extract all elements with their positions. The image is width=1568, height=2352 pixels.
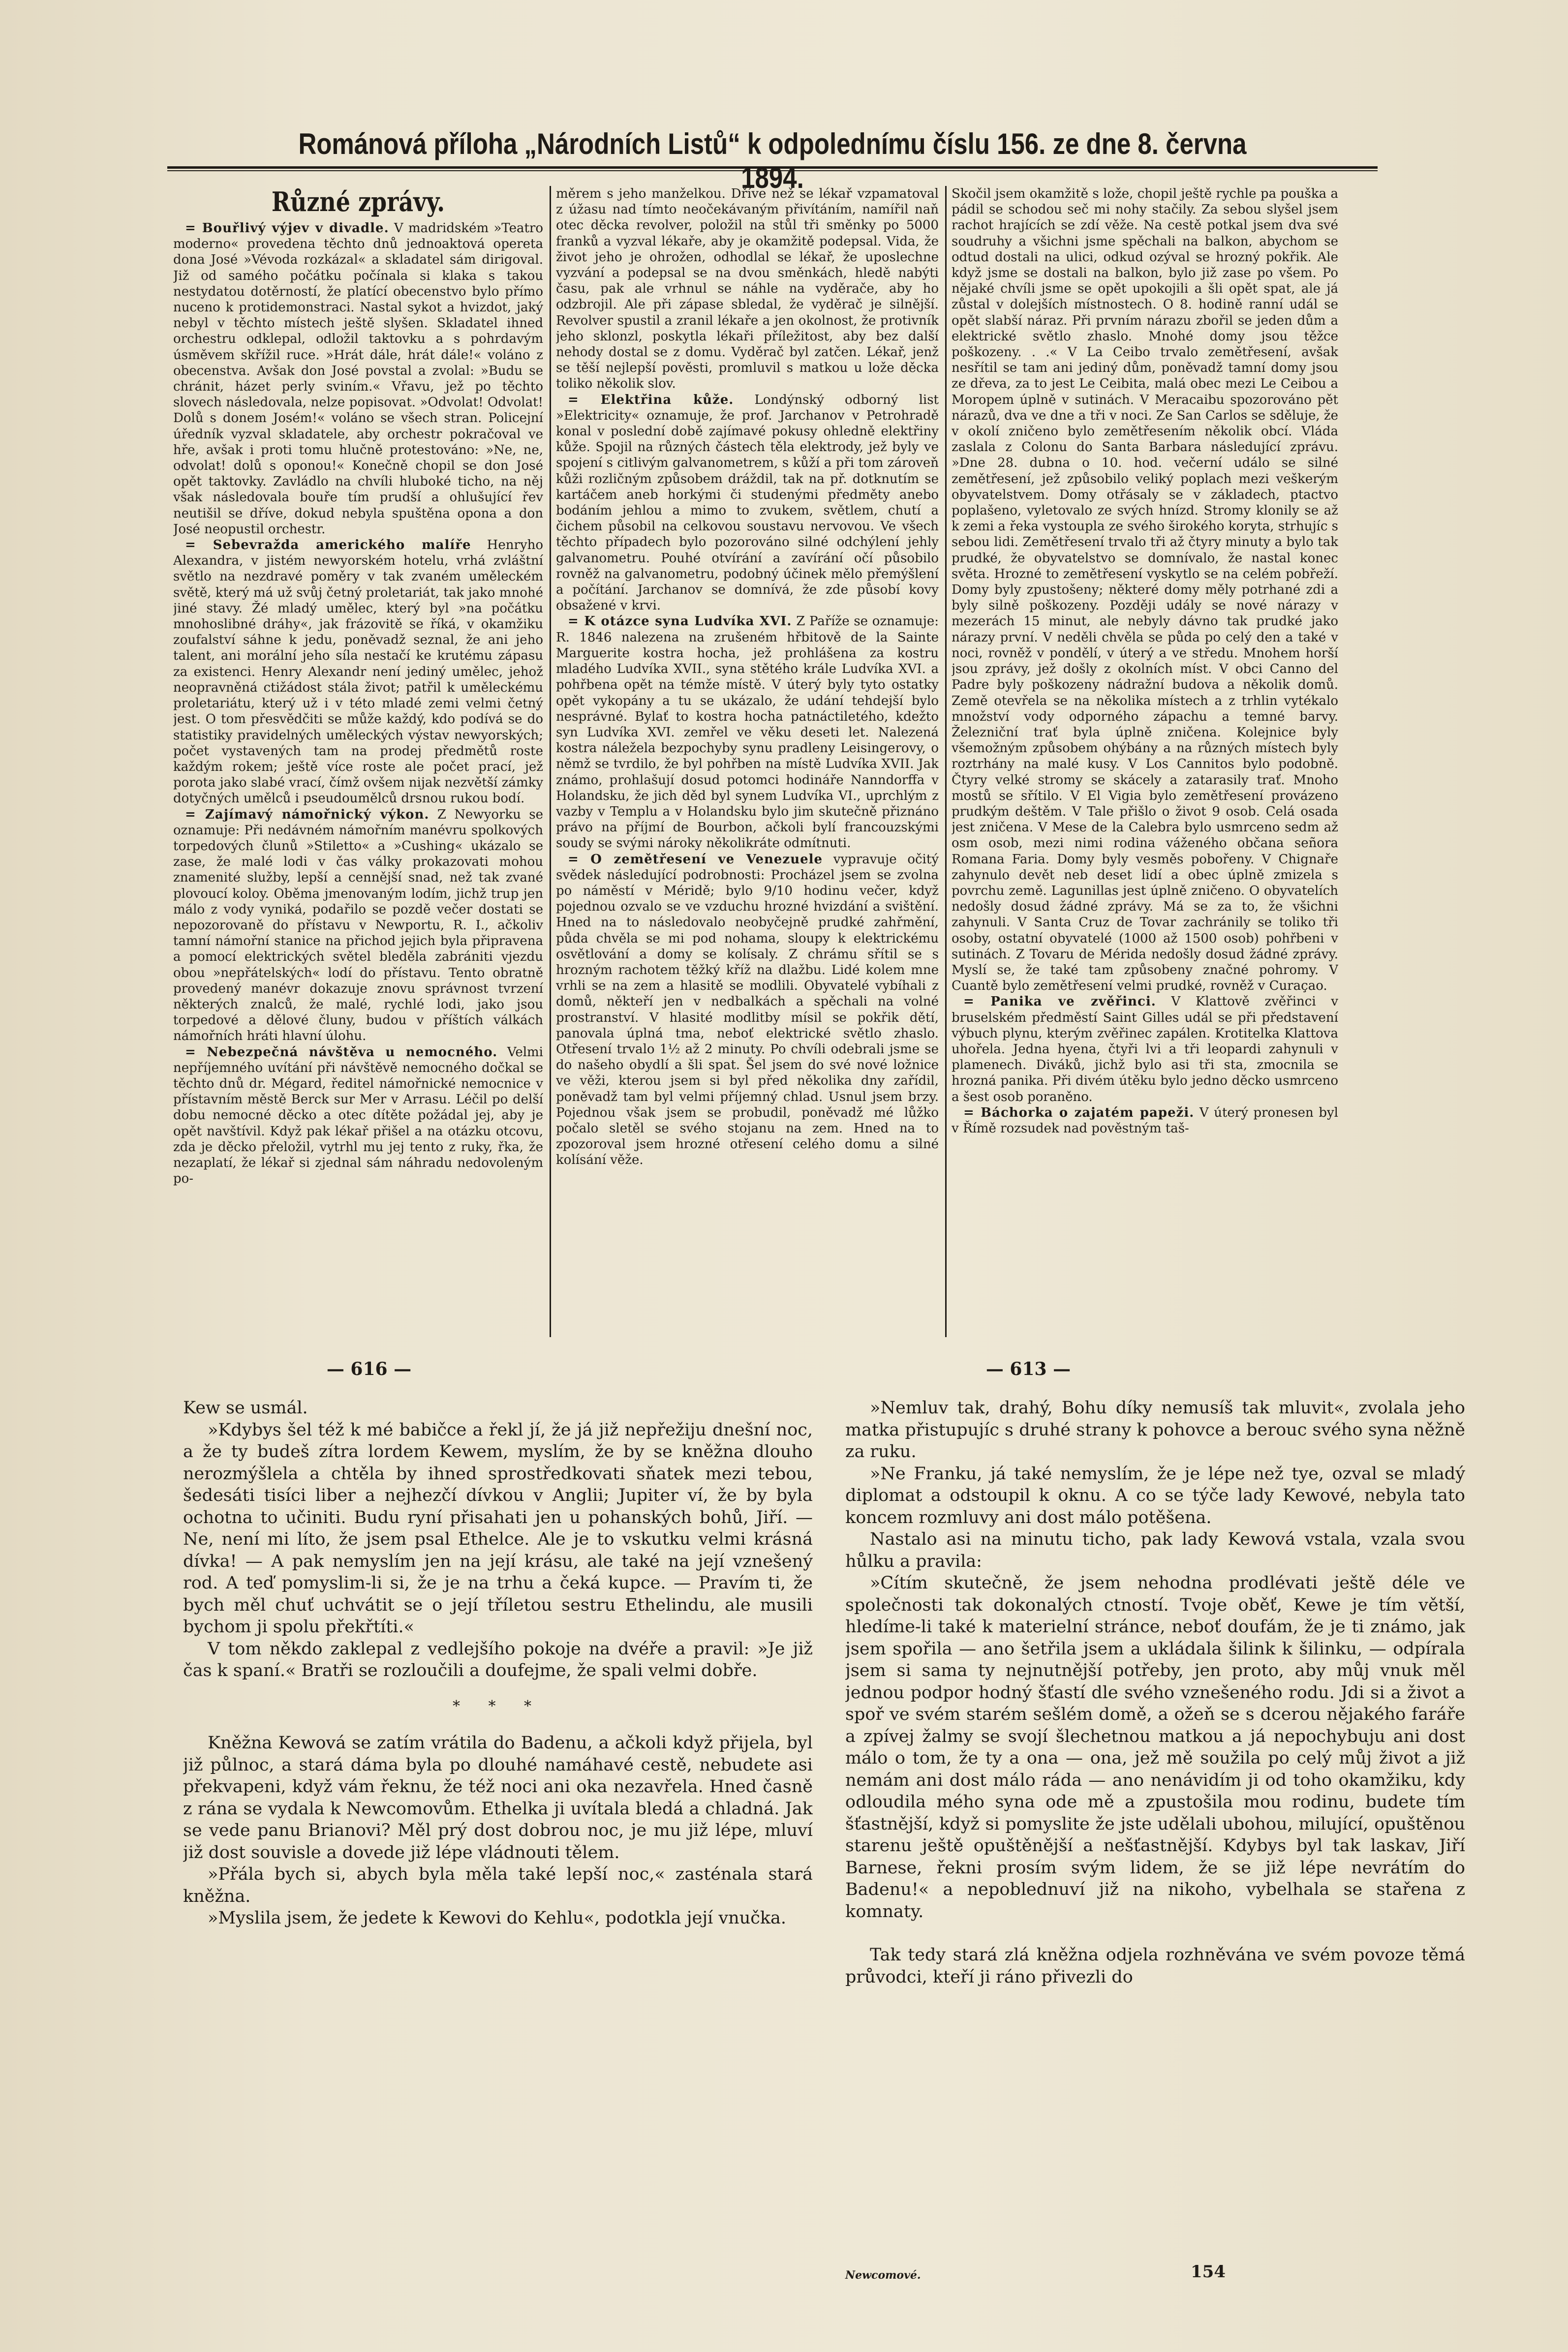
column-divider-1 <box>550 186 551 1337</box>
news-paragraph <box>556 392 939 614</box>
header-rule-top <box>167 166 1378 169</box>
news-paragraph <box>173 220 543 537</box>
news-paragraph <box>173 1044 543 1187</box>
news-heading: = Bouřlivý výjev v divadle. <box>185 221 389 236</box>
news-text: měrem s jeho manželkou. Dříve než se lékař vzpamatoval z úžasu nad tímto neočekávaným přivítáním, namířil naň otec děcka revolver, položil na stůl tři směnky po 5000 franků a vyzval lékaře, aby je okamžitě podepsal. Vida, že život jeho je ohrožen, odhodlal se lékař, že uposlechne vyzvání a podepsal se na dvou směnkách, hledě nabýti času, pak ale vrhnul se náhle na vyděrače, aby ho odzbrojil. Ale při zápase sbledal, že vyděrač je silnější. Revolver spustil a zranil lékaře a jen okolnost, že protivník jeho sklonzl, poskytla lékaři příležitost, aby bez další nehody dostal se z domu. Vyděrač byl zatčen. Lékař, jenž se těší nejlepší pověsti, promluvil s matkou u lože děcka toliko několik slov. <box>556 186 939 392</box>
section-title: Různé zprávy. <box>271 186 445 217</box>
news-text: V Klattově zvěřinci v bruselském předměstí Saint Gilles udál se při představení výbuch plynu, kterým zvěřinec zapálen. Krotitelka Klattova uhořela. Jedna hyena, čtyři lvi a tři leopardi zahynuli v plamenech. Diváků, jichž bylo asi tři sta, zmocnila se hrozná panika. Při divém útěku bylo jedno děcko usmrceno a šest osob poraněno. <box>952 994 1338 1104</box>
news-text: Henryho Alexandra, v jistém newyorském hotelu, vrhá zvláštní světlo na nezdravé poměry v tak zvaném uměleckém světě, který má už svůj četný proletariát, tak jako mnohé jiné stavy. Žé mladý umělec, který byl »na počátku mnohoslibné dráhy«, jak frázovitě se říká, v okamžiku zoufalství sáhne k jedu, poněvadž seznal, že ani jeho talent, ani morální jeho síla nestačí ke krutému zápasu za existenci. Henry Alexandr není jediný umělec, jehož neopravněná ctižádost stála život; patřil k uměleckému proletariátu, který už i v této mladé zemi velmi četný jest. O tom přesvědčiti se může každý, kdo podívá se do statistiky pravidelných uměleckých výstav newyorských; počet vystavených tam na prodej předmětů roste každým rokem; ještě více roste ale počet prací, jež porota jako slabé vrací, čímž ovšem nijak nezvětší zámky dotyčných umělců i pseudoumělců drsnou rukou bodí. <box>173 538 543 806</box>
news-paragraph <box>952 994 1338 1104</box>
news-text: Londýnský odborný list »Elektricity« oznamuje, že prof. Jarchanov v Petrohradě konal v poslední době zajímavé pokusy ohledně elektřiny kůže. Spojil na různých částech těla elektrody, jež byly ve spojení s citlivým galvanometrem, s kůží a při tom zároveň kůži rozličným způsobem dráždil, tak na př. dotknutím se kartáčem aneb horkými či studenými předměty anebo bodáním jehlou a mimo to zvukem, světlem, chutí a čichem působil na celkovou soustavu nervovou. Ve všech těchto případech bylo pozorováno silné odchýlení jehly galvanometru. Pouhé otvírání a zavírání očí působilo rovněž na galvanometru, podobný účinek mělo přemýšlení a počítání. Jarchanov se domnívá, že zde působí kovy obsažené v krvi. <box>556 392 939 613</box>
news-column-3 <box>952 186 1338 1337</box>
news-column-1 <box>173 186 543 1337</box>
story-column-right <box>845 1397 1465 2268</box>
story-paragraph: »Nemluv tak, drahý, Bohu díky nemusíš tak mluvit«, zvolala jeho matka přistupujíc s druhé strany k pohovce a berouc svého syna něžně za ruku. <box>845 1398 1465 1462</box>
story-paragraph: »Myslila jsem, že jedete k Kewovi do Kehlu«, podotkla její vnučka. <box>208 1908 787 1928</box>
news-heading: = Panika ve zvěřinci. <box>963 994 1156 1009</box>
news-paragraph <box>556 186 939 392</box>
story-paragraph: »Přála bych si, abych byla měla také lepší noc,« zasténala stará kněžna. <box>183 1864 813 1906</box>
story-paragraph: Nastalo asi na minutu ticho, pak lady Kewová vstala, vzala svou hůlku a pravila: <box>845 1529 1465 1571</box>
news-heading: = Nebezpečná návštěva u nemocného. <box>185 1044 498 1060</box>
news-heading: = O zemětřesení ve Venezuele <box>568 852 823 867</box>
story-paragraph: »Ne Franku, já také nemyslím, že je lépe než tye, ozval se mladý diplomat a odstoupil k oknu. A co se týče lady Kewové, nebyla tato koncem rozmluvy ani dost málo potěšena. <box>845 1464 1465 1527</box>
news-paragraph <box>173 807 543 1044</box>
story-paragraph: »Kdybys šel též k mé babičce a řekl jí, že já již nepřežiju dnešní noc, a že ty budeš zítra lordem Kewem, myslím, že by se kněžna dlouho nerozmýšlela a chtěla by ihned sprostředkovati sňatek mezi tebou, šedesáti tisíci liber a nejhezčí dívkou v Anglii; Jupiter ví, že by byla ochotna to učiniti. Budu ryní přisahati jen u pohanských bohů, Jiří. — Ne, není mi líto, že jsem psal Ethelce. Ale je to vskutku velmi krásná dívka! — A pak nemyslím jen na její krásu, ale také na její vznešený rod. A teď pomyslim-li si, že je na trhu a čeká kupce. — Pravím ti, že bych měl chuť uchvátit se o její tříletou sestru Ethelindu, ale musili bychom ji spolu překřtíti.« <box>183 1420 813 1637</box>
header-rule-bottom <box>167 170 1378 171</box>
news-text: Skočil jsem okamžitě s lože, chopil ještě rychle pa pouška a pádil se schodou seč mi nohy stačily. Za sebou slyšel jsem rachot hrajících se zdí věže. Na cestě potkal jsem dva své soudruhy a všichni jsme spěchali na balkon, abychom se odtud dostali na ulici, odkud ozýval se hrozný pokřik. Ale když jsme se dostali na balkon, bylo již zase po všem. Po nějaké chvíli jsme se opět upokojili a šli opět spat, ale já zůstal v dolejších místnostech. O 8. hodině ranní udál se opět slabší náraz. Při prvním nárazu zbořil se jeden dům a elektrické světlo zhaslo. Mnohé domy jsou těžce poškozeny. . .« V La Ceibo trvalo zemětřesení, avšak nesřítil se tam ani jediný dům, poněvadž tamní domy jsou ze dřeva, za to jest Le Ceibita, malá obec mezi Le Ceibou a Moropem úplně v sutinách. V Meracaibu spozorováno pět nárazů, dva ve dne a tři v noci. Ze San Carlos se sděluje, že v okolí zničeno bylo zemětřesením několik obcí. Vláda zaslala z Colonu do Santa Barbara následující zprávu. »Dne 28. dubna o 10. hod. večerní událo se silné zemětřesení, jež způsobilo veliký poplach mezi veškerým obyvatelstvem. Domy otřásaly se v základech, ptactvo poplašeno, vyletovalo ze svých hnízd. Stromy klonily se až k zemi a řeka vystoupla ze svého širokého koryta, strhujíc s sebou lidi. Zemětřesení trvalo tři až čtyry minuty a bylo tak prudké, že obyvatelstvo se domnívalo, že nastal konec světa. Hrozné to zemětřesení vyskytlo se na celém pobřeží. Domy byly zpustošeny; některé domy měly potrhané zdi a byly silně poškozeny. Později udály se nové nárazy v mezerách 15 minut, ale nebyly dávno tak prudké jako nárazy první. V neděli chvěla se půda po celý den a také v noci, rovněž v pondělí, v úterý a ve středu. Mnohem horší jsou zprávy, jež došly z okolních míst. V obci Canno del Padre byly poškozeny nádražní budova a několik domů. Země otevřela se na několika místech a z trhlin vytékalo množství vody odporného zápachu a temné barvy. Železniční trať byla úplně zničena. Kolejnice byly všemožným způsobem ohýbány a na různých místech byly roztrhány na malé kusy. V Los Cannitos bylo podobně. Čtyry velké stromy se skácely a zatarasily trať. Mnoho mostů se sřítilo. V El Vigia bylo zemětřesení provázeno prudkým deštěm. V Tale přišlo o život 9 osob. Celá osada jest zničena. V Mese de la Calebra bylo usmrceno sedm až osm osob, mezi nimi rodina váženého občana señora Romana Faria. Domy byly vesměs pobořeny. V Chignaře zahynulo devět neb deset lidí a obec úplně zmizela s povrchu země. Lagunillas jest úplně zničeno. O obyvatelích nedošly dosud žádné zprávy. Má se za to, že všichni zahynuli. V Santa Cruz de Tovar zachránily se toliko tři osoby, ostatní obyvatelé (1000 až 1500 osob) pohřbeni v sutinách. Z Tovaru de Mérida nedošly dosud žádné zprávy. Myslí se, že také tam způsobeny značné pohromy. V Cuantě bylo zemětřesení velmi prudké, rovněž v Curaçao. <box>952 186 1338 994</box>
story-column-left <box>183 1397 813 2292</box>
news-text: V madridském »Teatro moderno« provedena těchto dnů jednoaktová opereta dona José »Vévoda rozkázal« a skladatel sám dirigoval. Již od samého počátku počínala si klaka s takou nestydatou dotěrností, že platící obecenstvo bylo přímo nuceno k protidemonstraci. Nastal sykot a hvizdot, jaký nebyl v těchto místech ještě slyšen. Skladatel ihned orchestru odklepal, odložil taktovku a s pohrdavým úsměvem skřížil ruce. »Hrát dále, hrát dále!« voláno z obecenstva. Avšak don José povstal a zvolal: »Budu se chránit, házet perly sviním.« Vřavu, jež po těchto slovech následovala, nelze popisovat. »Odvolat! Odvolat! Dolů s donem Josém!« voláno se všech stran. Policejní úředník vyzval skladatele, aby orchestr pokračoval ve hře, avšak i proti tomu hlučně protestováno: »Ne, ne, odvolat! dolů s oponou!« Konečně chopil se don José opět taktovky. Zavládlo na chvíli hluboké ticho, na něj však následovala bouře tím prudší a ohlušující řev neutišil se dříve, dokud nebyla spuštěna opona a don José neopustil orchestr. <box>173 221 543 537</box>
news-column-2 <box>556 186 939 1337</box>
footer-number: 154 <box>1191 2262 1226 2282</box>
news-paragraph <box>952 186 1338 994</box>
news-paragraph <box>556 613 939 851</box>
news-paragraph <box>952 1105 1338 1136</box>
paragraph-gap <box>845 1923 1465 1944</box>
column-divider-2 <box>945 186 947 1337</box>
news-text: V úterý pronesen byl v Římě rozsudek nad pověstným taš- <box>952 1105 1338 1136</box>
news-heading: = Elektřina kůže. <box>568 392 734 407</box>
footer-signature: Newcomové. <box>845 2269 921 2282</box>
news-text: Velmi nepříjemného uvítání při návštěvě nemocného dočkal se těchto dnů dr. Mégard, ředitel námořnické nemocnice v přístavním městě Berck sur Mer v Arrasu. Léčil po delší dobu nemocné děcko a otec dítěte požádal jej, aby je opět navštívil. Když pak lékař přišel a na otázku otcovu, zda je děcko přeložil, vytrhl mu jej tento z ruky, řka, že nezaplatí, že lékař si zjednal sám náhradu nedovoleným po- <box>173 1044 543 1187</box>
news-text: Z Paříže se oznamuje: R. 1846 nalezena na zrušeném hřbitově de la Sainte Marguerite kostra hocha, jež prohlášena za kostru mladého Ludvíka XVII., syna stětého krále Ludvíka XVI. a pohřbena opět na témže místě. V úterý byly tyto ostatky opět vykopány a tu se ukázalo, že udání tehdejší bylo nesprávné. Bylať to kostra hocha patnáctiletého, kdežto syn Ludvíka XVI. zemřel ve věku deseti let. Nalezená kostra náležela bezpochyby synu pradleny Leisingerovy, o němž se tvrdilo, že byl pohřben na místě Ludvíka XVII. Jak známo, prohlašují dosud potomci hodináře Nanndorffa v Holandsku, že jich děd byl synem Ludvíka VI., uprchlým z vazby v Templu a v Holandsku bylo jim skutečně přiznáno právo na příjmí de Bourbon, ačkoli bylí francouzskými soudy se svými nároky několikráte odmítnuti. <box>556 614 939 851</box>
story-paragraph: V tom někdo zaklepal z vedlejšího pokoje na dvéře a pravil: »Je již čas k spaní.« Bratři se rozloučili a doufejme, že spali velmi dobře. <box>183 1639 813 1680</box>
news-heading: = Zajímavý námořnický výkon. <box>185 807 430 822</box>
news-paragraph <box>173 537 543 806</box>
page-number-right: — 613 — <box>985 1359 1071 1379</box>
story-paragraph: »Cítím skutečně, že jsem nehodna prodlévati ještě déle ve společnosti tak dokonalých ctností. Tvoje oběť, Kewe je tím větší, hledíme-li také k materielní stránce, neboť doufám, že je ti známo, jak jsem spořila — ano šetřila jsem a ukládala šilink k šilinku, — odpírala jsem si sama ty nejnutnější potřeby, jen proto, aby můj vnuk měl jednou podpor hodný šťastí dle svého vznešeného rodu. Jdi si a život a spoř ve svém starém sešlém domě, a ožeň se s dcerou nějakého faráře a zpívej žalmy se svojí šlechetnou matkou a já nepochybuju ani dost málo o tom, že ty a ona — ona, jež mě soužila po celý můj život a již nemám ani dost málo ráda — ano nenávidím ji od toho okamžiku, kdy odloudila mého syna ode mě a zpustošila mou rodinu, budete tím šťastnější, když si pomyslite že jste udělali ubohou, milující, opuštěnou starenu ještě opuštěnější a nešťastnější. Kdybys byl tak laskav, Jiří Barnese, řekni prosím svým lidem, že se již lépe nevrátím do Badenu!« a nepoblednuví již na nikoho, vybelhala se stařena z komnaty. <box>845 1573 1465 1922</box>
section-break-stars: * * * <box>452 1697 544 1715</box>
story-paragraph: Kněžna Kewová se zatím vrátila do Badenu, a ačkoli když přijela, byl již půlnoc, a stará dáma byla po dlouhé namáhavé cestě, nebudete asi překvapeni, když vám řeknu, že též noci ani oka nezavřela. Hned časně z rána se vydala k Newcomovům. Ethelka ji uvítala bledá a chladná. Jak se vede panu Brianovi? Měl prý dost dobrou noc, je mu již lépe, mluví již dost souvisle a dovede již lépe vládnouti tělem. <box>183 1733 813 1863</box>
story-paragraph: Tak tedy stará zlá kněžna odjela rozhněvána ve svém povoze těmá průvodci, kteří ji ráno přivezli do <box>845 1945 1465 1987</box>
news-text: Z Newyorku se oznamuje: Při nedávném námořním manévru spolkových torpedových člunů »Stiletto« a »Cushing« ukázalo se zase, že malé lodi v čas války prokazovati mohou znamenité služby, lepší a cennější snad, než tak zvané plovoucí koloy. Oběma jmenovaným lodím, jichž trup jen málo z vody vyniká, podařilo se pozdě večer dostati se nepozorovaně do přístavu v Newportu, R. I., ačkoliv tamní námořní stanice na přichod jejich byla připravena a pomocí elektrických světel bleděla zabrániti vjezdu obou »nepřátelských« lodí do přístavu. Tento obratně provedený manévr dokazuje znovu správnost tvrzení některých znalců, že malé, rychlé lodi, jako jsou torpedové a dělové čluny, budou v příštích válkách námořních hráti hlavní úlohu. <box>173 807 543 1044</box>
news-heading: = Sebevražda amerického malíře <box>185 538 471 553</box>
news-heading: = Báchorka o zajatém papeži. <box>963 1105 1195 1120</box>
news-text: vypravuje očitý svědek následující podrobnosti: Procházel jsem se zvolna po náměstí v Méridě; bylo 9/10 hodinu večer, když pojednou ozvalo se ve vzduchu hrozné hvizdání a svištění. Hned na to následovalo neobyčejně prudké zahřmění, půda chvěla se mi pod nohama, sloupy k elektrickému osvětlování a domy se kolísaly. Z chrámu sřítil se s hrozným rachotem těžký kříž na dlažbu. Lidé kolem mne vrhli se na zem a hlasitě se modlili. Obyvatelé vybíhali z domů, někteří jen v nedbalkách a spěchali na volné prostranství. V hlasité modlitby mísil se pokřik dětí, panovala úplná tma, neboť elektrické světlo zhaslo. Otřesení trvalo 1½ až 2 minuty. Po chvíli odebrali jsme se do našeho obydlí a šli spat. Šel jsem do své nové ložnice ve věži, kterou jsem si byl před několika dny zařídil, poněvadž tam byl velmi příjemný chlad. Usnul jsem brzy. Pojednou však jsem se probudil, poněvadž mé lůžko počalo sletěl se svého stojanu na zem. Hned na to zpozoroval jsem hrozné otřesení celého domu a silné kolísání věže. <box>556 852 939 1168</box>
story-paragraph: Kew se usmál. <box>183 1398 308 1418</box>
page-header-title: Románová příloha „Národních Listů“ k odpolednímu číslu 156. ze dne 8. června 1894. <box>298 127 1247 194</box>
news-paragraph <box>556 852 939 1168</box>
page-number-left: — 616 — <box>326 1359 412 1379</box>
news-heading: = K otázce syna Ludvíka XVI. <box>568 614 792 629</box>
